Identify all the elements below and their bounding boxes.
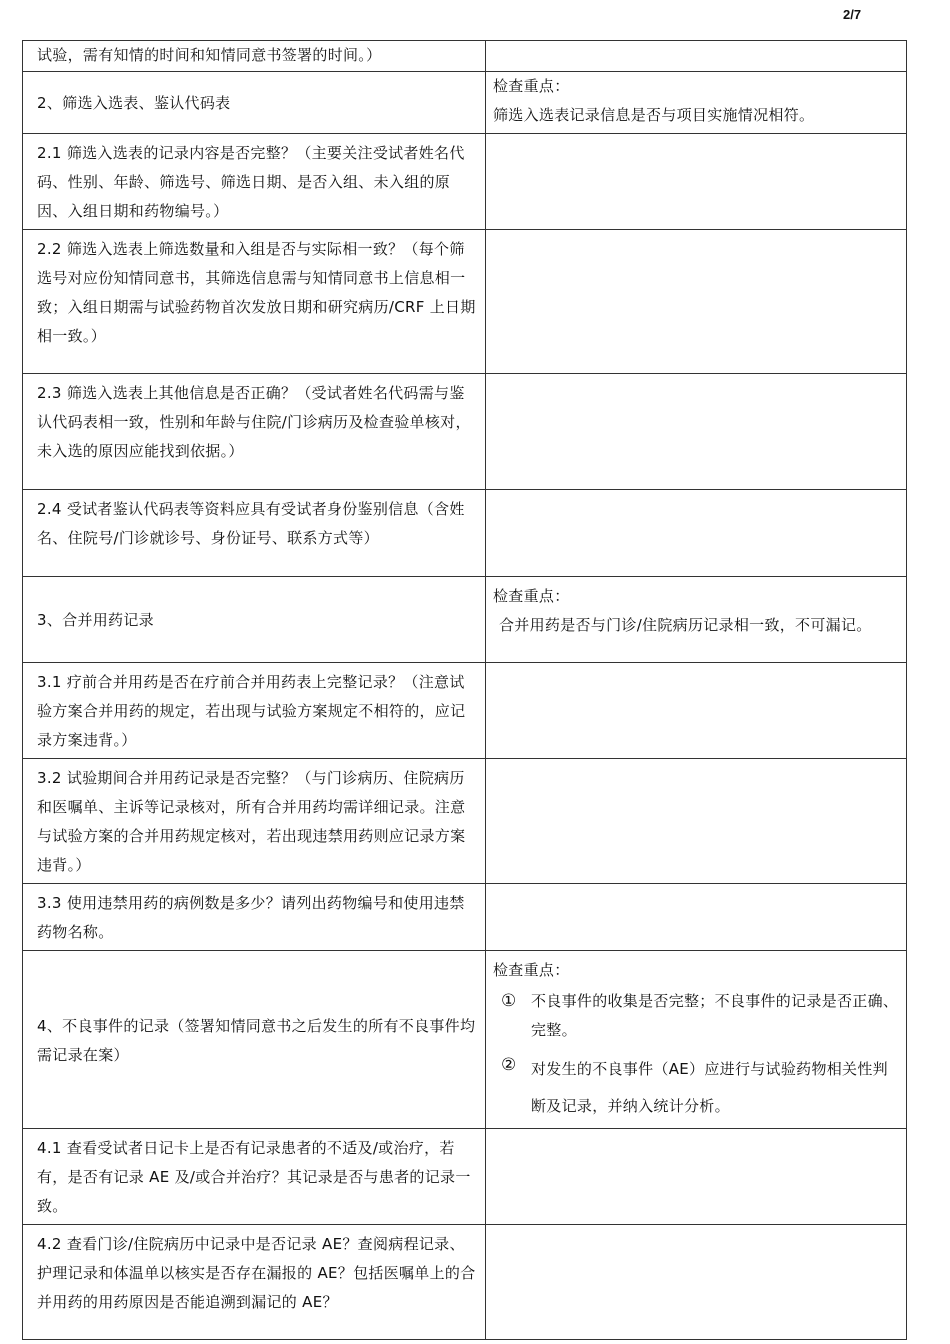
table-row — [23, 1225, 907, 1340]
inspection-focus-title: 检查重点： — [493, 587, 570, 605]
table-row — [23, 759, 907, 884]
section-heading: 3、合并用药记录 — [23, 577, 486, 663]
check-result-cell — [486, 134, 907, 230]
inspection-focus-item-text: 不良事件的收集是否完整；不良事件的记录是否正确、完整。 — [531, 992, 899, 1039]
check-result-cell — [486, 374, 907, 490]
inspection-focus-text: 筛选入选表记录信息是否与项目实施情况相符。 — [493, 106, 815, 124]
page-number: 2/7 — [843, 7, 862, 22]
table-row — [23, 374, 907, 490]
checklist-item: 2.2 筛选入选表上筛选数量和入组是否与实际相一致？（每个筛选号对应份知情同意书，其筛选信息需与知情同意书上信息相一致；入组日期需与试验药物首次发放日期和研究病历/CRF 上日期相一致。） — [23, 230, 486, 374]
table-row — [23, 72, 907, 134]
section-heading: 2、筛选入选表、鉴认代码表 — [23, 72, 486, 134]
inspection-focus-cell — [486, 951, 907, 1129]
check-result-cell — [486, 663, 907, 759]
inspection-focus-text: 合并用药是否与门诊/住院病历记录相一致，不可漏记。 — [499, 616, 872, 634]
inspection-focus-item-text: 对发生的不良事件（AE）应进行与试验药物相关性判断及记录，并纳入统计分析。 — [531, 1060, 888, 1115]
table-row — [23, 134, 907, 230]
inspection-checklist-table — [22, 40, 907, 1340]
check-result-cell — [486, 1129, 907, 1225]
inspection-focus-item — [493, 1051, 900, 1125]
checklist-item: 3.1 疗前合并用药是否在疗前合并用药表上完整记录？（注意试验方案合并用药的规定，若出现与试验方案规定不相符的，应记录方案违背。） — [23, 663, 486, 759]
table-row — [23, 230, 907, 374]
table-row — [23, 663, 907, 759]
check-result-cell — [486, 759, 907, 884]
checklist-item: 2.3 筛选入选表上其他信息是否正确？（受试者姓名代码需与鉴认代码表相一致，性别和年龄与住院/门诊病历及检查验单核对，未入选的原因应能找到依据。） — [23, 374, 486, 490]
table-row — [23, 490, 907, 577]
circled-number-one: ① — [501, 991, 517, 1011]
table-row — [23, 951, 907, 1129]
inspection-focus-item — [493, 987, 900, 1045]
checklist-item: 4.2 查看门诊/住院病历中记录中是否记录 AE？查阅病程记录、护理记录和体温单以核实是否存在漏报的 AE？包括医嘱单上的合并用药的用药原因是否能追溯到漏记的 AE？ — [23, 1225, 486, 1340]
table-row — [23, 884, 907, 951]
inspection-focus-title: 检查重点： — [493, 961, 570, 979]
inspection-focus-cell — [486, 72, 907, 134]
check-result-cell — [486, 230, 907, 374]
check-result-cell — [486, 1225, 907, 1340]
inspection-focus-title: 检查重点： — [493, 77, 570, 95]
checklist-item: 3.3 使用违禁用药的病例数是多少？请列出药物编号和使用违禁药物名称。 — [23, 884, 486, 951]
check-result-cell — [486, 490, 907, 577]
check-result-cell — [486, 41, 907, 72]
table-row — [23, 577, 907, 663]
check-result-cell — [486, 884, 907, 951]
table-row — [23, 41, 907, 72]
section-heading: 4、不良事件的记录（签署知情同意书之后发生的所有不良事件均需记录在案） — [23, 951, 486, 1129]
checklist-item: 试验，需有知情的时间和知情同意书签署的时间。） — [23, 41, 486, 72]
inspection-focus-cell — [486, 577, 907, 663]
checklist-item: 4.1 查看受试者日记卡上是否有记录患者的不适及/或治疗，若有，是否有记录 AE 及/或合并治疗？其记录是否与患者的记录一致。 — [23, 1129, 486, 1225]
circled-number-two: ② — [501, 1055, 517, 1075]
checklist-item: 2.4 受试者鉴认代码表等资料应具有受试者身份鉴别信息（含姓名、住院号/门诊就诊号、身份证号、联系方式等） — [23, 490, 486, 577]
checklist-item: 3.2 试验期间合并用药记录是否完整？（与门诊病历、住院病历和医嘱单、主诉等记录核对，所有合并用药均需详细记录。注意与试验方案的合并用药规定核对，若出现违禁用药则应记录方案违背。） — [23, 759, 486, 884]
checklist-item: 2.1 筛选入选表的记录内容是否完整？（主要关注受试者姓名代码、性别、年龄、筛选号、筛选日期、是否入组、未入组的原因、入组日期和药物编号。） — [23, 134, 486, 230]
table-row — [23, 1129, 907, 1225]
